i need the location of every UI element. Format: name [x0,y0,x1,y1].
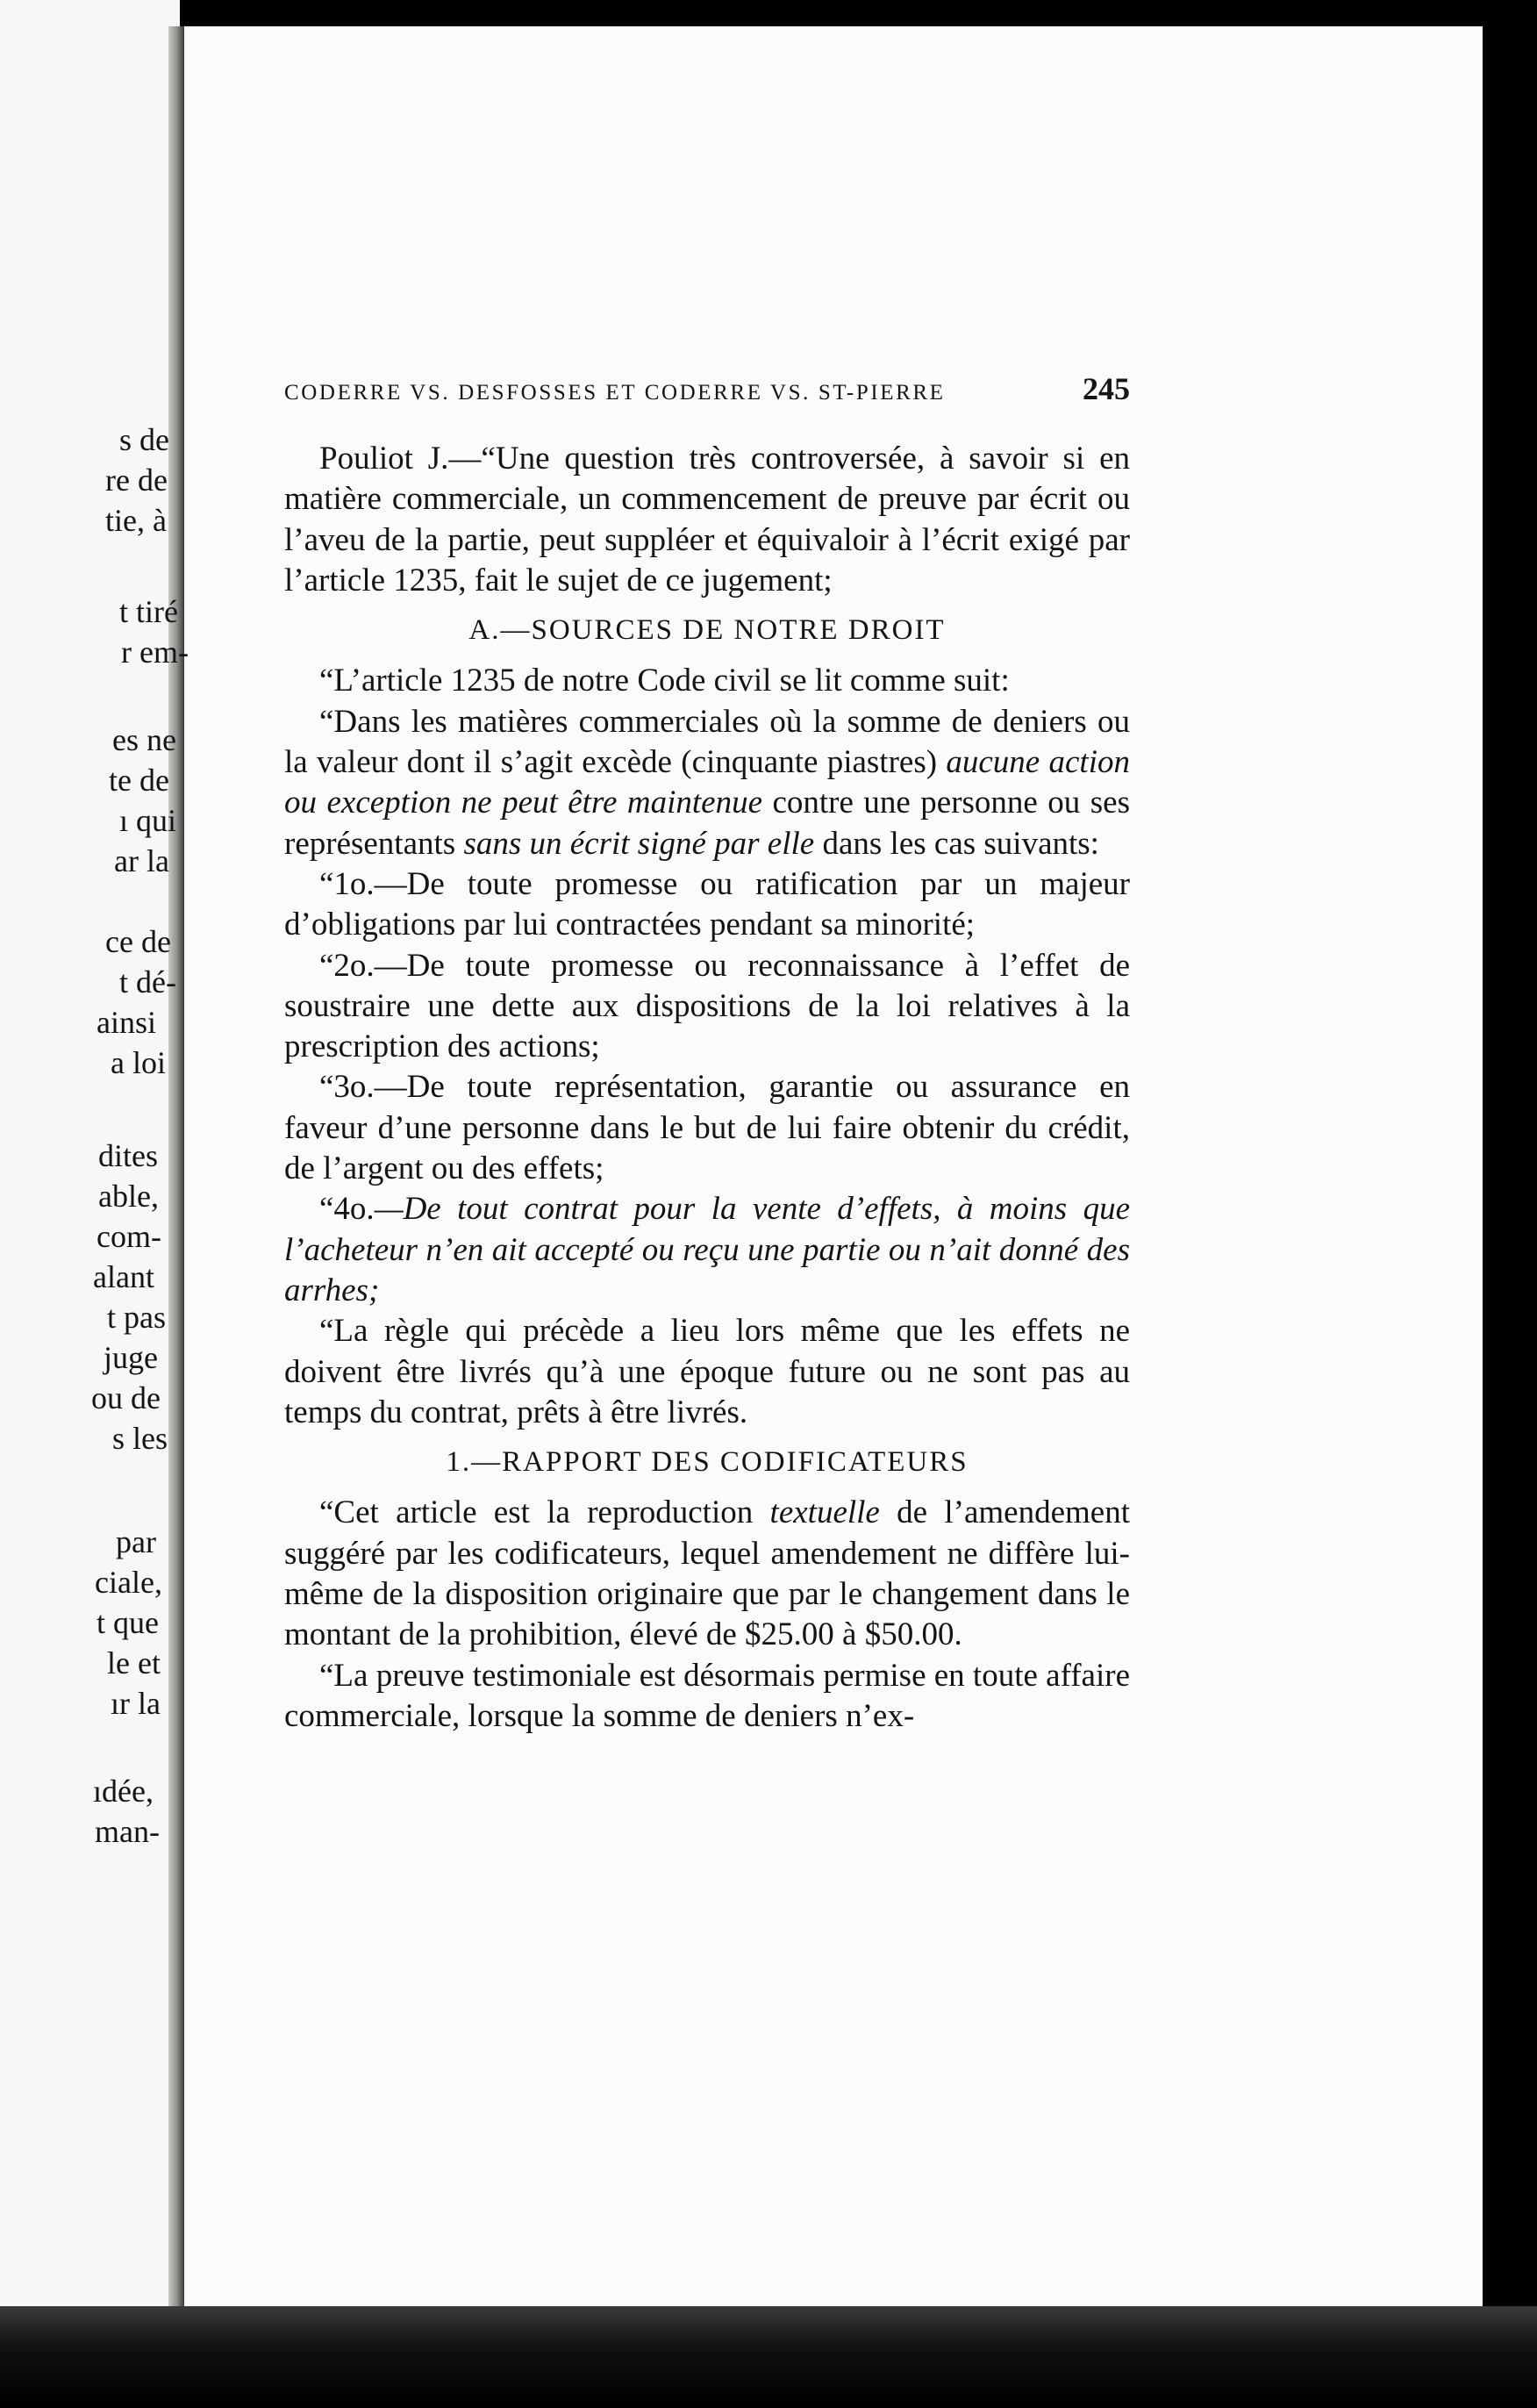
margin-fragment: com- [97,1219,161,1254]
margin-fragment: ar la [114,843,169,878]
margin-fragment: le et [107,1645,161,1681]
margin-fragment: ıdée, [93,1774,154,1809]
margin-fragment: es ne [112,722,176,757]
paragraph [284,702,1130,864]
paragraph: “L’article 1235 de notre Code civil se lit comme suit: [319,663,1010,699]
margin-fragment: t que [97,1605,159,1640]
paragraph: “La preuve testimoniale est désormais permise en toute affaire commerciale, lorsque la somme de deniers n’ex- [284,1657,1130,1734]
margin-fragment: t tiré [119,594,178,629]
list-item [284,1189,1130,1311]
margin-fragment: t dé- [119,964,176,1000]
list-item: “3o.—De toute représentation, garantie ou assurance en faveur d’une personne dans le but de lui faire obtenir du crédit, de l’argent ou des effets; [284,1069,1130,1187]
margin-fragment: ır la [111,1686,161,1721]
margin-fragment: ainsi [97,1005,156,1040]
scan-border-bottom [0,2306,1537,2408]
margin-fragment: re de [105,462,168,498]
italic-run: sans un écrit signé par elle [463,825,815,862]
margin-fragment: a loi [111,1045,166,1080]
margin-fragment: able, [98,1179,159,1214]
body-text [284,439,1130,1737]
margin-fragment: tie, à [105,503,167,538]
margin-fragment: t pas [107,1300,166,1335]
margin-fragment: s de [119,422,169,457]
margin-fragment: man- [95,1814,160,1849]
book-spine [168,26,184,2343]
margin-fragment: ı qui [119,803,177,838]
margin-fragment: te de [109,763,169,798]
text-run: dans les cas suivants: [814,825,1099,862]
margin-fragment: dites [98,1138,158,1173]
italic-run: textuelle [769,1494,880,1531]
text-run: “Cet article est la reproduction [319,1494,770,1531]
text-run: “4o. [319,1191,375,1228]
margin-fragment: s les [112,1421,168,1456]
running-header [284,369,1130,421]
margin-fragment: ciale, [95,1565,162,1600]
italic-run: —De tout contrat pour la vente d’effets, à moins que l’acheteur n’en ait accepté ou reçu une partie ou n’ait donné des arrhes; [284,1191,1130,1308]
paragraph: “La règle qui précède a lieu lors même que les effets ne doivent être livrés qu’à une époque future ou ne sont pas au temps du contrat, prêts à être livrés. [284,1313,1130,1430]
italic-run: aucune action ou exception ne peut être maintenue [284,744,1130,821]
margin-fragment: par [116,1524,156,1559]
paragraph: Pouliot J.—“Une question très controversée, à savoir si en matière commerciale, un commencement de preuve par écrit ou l’aveu de la partie, peut suppléer et équivaloir à l’écrit exigé par l’article 1235, fait le sujet de ce jugement; [284,441,1130,598]
margin-fragment: juge [104,1340,158,1375]
scan-border-right [1483,0,1537,2408]
section-heading: 1.—RAPPORT DES CODIFICATEURS [446,1446,969,1479]
margin-fragment: alant [93,1259,154,1294]
text-run: de l’amendement suggéré par les codificateurs, lequel amendement ne diffère lui-même de la disposition originaire que par le changement dans le montant de la prohibition, élevé de $25.00 à $50.00. [284,1494,1130,1653]
section-heading: A.—SOURCES DE NOTRE DROIT [468,614,946,647]
text-run: contre une personne ou ses représentants [284,785,1130,862]
list-item: “2o.—De toute promesse ou reconnaissance à l’effet de soustraire une dette aux dispositions de la loi relatives à la prescription des actions; [284,947,1130,1065]
running-title: CODERRE VS. DESFOSSES ET CODERRE VS. ST-PIERRE [284,381,946,405]
page-number: 245 [1083,371,1130,406]
list-item: “1o.—De toute promesse ou ratification par un majeur d’obligations par lui contractées pendant sa minorité; [284,865,1130,943]
margin-fragment: ce de [105,924,171,959]
paragraph [284,1493,1130,1655]
margin-fragment: ou de [91,1380,161,1415]
margin-fragment: r em- [121,634,189,670]
text-run: “Dans les matières commerciales où la somme de deniers ou la valeur dont il s’agit excède (cinquante piastres) [284,703,1130,781]
